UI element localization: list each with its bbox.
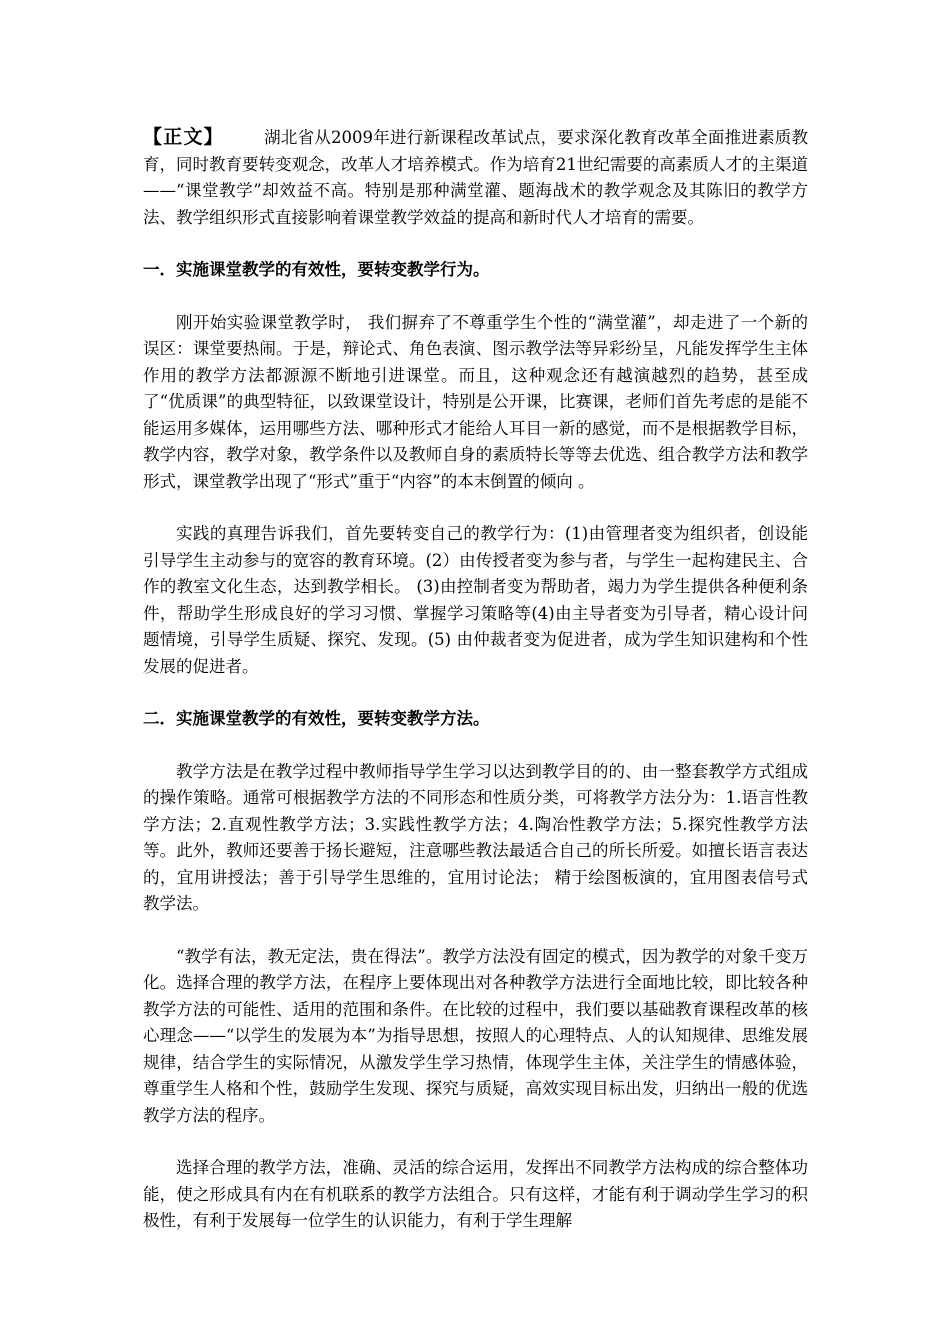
section1-heading: 一．实施课堂教学的有效性，要转变教学行为。 <box>143 260 490 279</box>
section1-paragraph-1: 刚开始实验课堂教学时， 我们摒弃了不尊重学生个性的“满堂灌”，却走进了一个新的误区：课堂要热闹。于是，辩论式、角色表演、图示教学法等异彩纷呈，凡能发挥学生主体作用的教学方法都源源不断地引进课堂。而且，这种观念还有越演越烈的趋势，甚至成了“优质课”的典型特征，以致课堂设计，特别是公开课，比赛课，老师们首先考虑的是能不能运用多媒体，运用哪些方法、哪种形式才能给人耳目一新的感觉，而不是根据教学目标，教学内容，教学对象，教学条件以及教师自身的素质特长等等去优选、组合教学方法和教学形式，课堂教学出现了“形式”重于“内容”的本末倒置的倾向 。 <box>143 312 808 491</box>
section2-paragraph-3: 选择合理的教学方法，准确、灵活的综合运用，发挥出不同教学方法构成的综合整体功能，使之形成具有内在有机联系的教学方法组合。只有这样，才能有利于调动学生学习的积极性，有利于发展每一位学生的认识能力，有利于学生理解 <box>143 1158 808 1230</box>
section2-paragraph-1: 教学方法是在教学过程中教师指导学生学习以达到教学目的的、由一整套教学方式组成的操作策略。通常可根据教学方法的不同形态和性质分类，可将教学方法分为：1.语言性教学方法；2.直观性教学方法；3.实践性教学方法；4.陶冶性教学方法；5.探究性教学方法等。此外，教师还要善于扬长避短，注意哪些教法最适合自己的所长所爱。如擅长语言表达的，宜用讲授法；善于引导学生思维的，宜用讨论法； 精于绘图板演的，宜用图表信号式教学法。 <box>143 761 808 913</box>
body-tag: 【正文】 <box>143 126 224 148</box>
section2-paragraph-2: “教学有法，教无定法，贵在得法”。教学方法没有固定的模式，因为教学的对象千变万化。选择合理的教学方法，在程序上要体现出对各种教学方法进行全面地比较，即比较各种教学方法的可能性、适用的范围和条件。在比较的过程中，我们要以基础教育课程改革的核心理念——“以学生的发展为本”为指导思想，按照人的心理特点、人的认知规律、思维发展规律，结合学生的实际情况，从激发学生学习热情，体现学生主体，关注学生的情感体验，尊重学生人格和个性，鼓励学生发现、探究与质疑，高效实现目标出发，归纳出一般的优选教学方法的程序。 <box>143 946 808 1125</box>
intro-paragraph <box>143 124 808 231</box>
document-body <box>143 124 808 1235</box>
section1-paragraph-2: 实践的真理告诉我们，首先要转变自己的教学行为：(1)由管理者变为组织者，创设能引导学生主动参与的宽容的教育环境。(2）由传授者变为参与者，与学生一起构建民主、合作的教室文化生态，达到教学相长。 (3)由控制者变为帮助者，竭力为学生提供各种便利条件，帮助学生形成良好的学习习惯、掌握学习策略等(4)由主导者变为引导者，精心设计问题情境，引导学生质疑、探究、发现。(5) 由仲裁者变为促进者，成为学生知识建构和个性发展的促进者。 <box>143 524 808 676</box>
section2-heading: 二．实施课堂教学的有效性，要转变教学方法。 <box>143 709 490 728</box>
intro-text: 湖北省从2009年进行新课程改革试点，要求深化教育改革全面推进素质教育，同时教育要转变观念，改革人才培养模式。作为培育21世纪需要的高素质人才的主渠道——“课堂教学”却效益不高。特别是那种满堂灌、题海战术的教学观念及其陈旧的教学方法、教学组织形式直接影响着课堂教学效益的提高和新时代人才培育的需要。 <box>143 128 808 227</box>
